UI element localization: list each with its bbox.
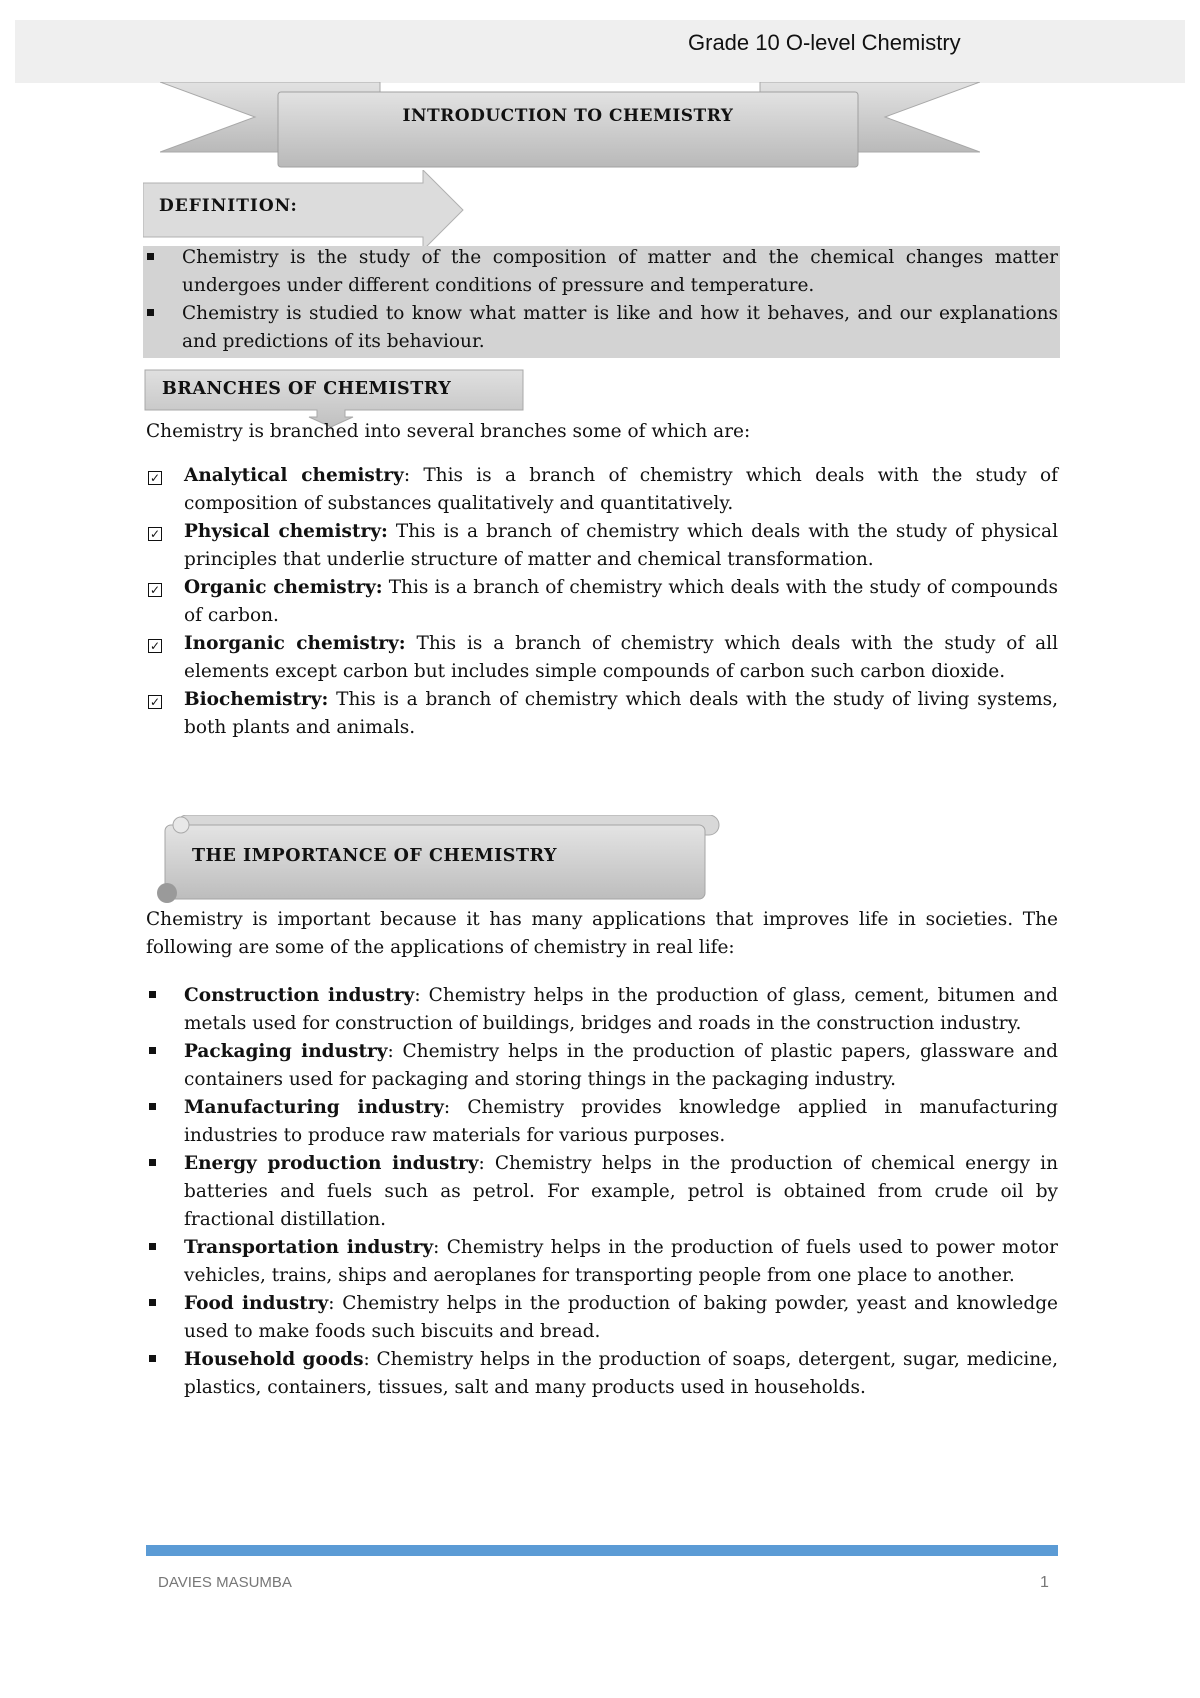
bullet-icon [149,1243,156,1250]
header-title: Grade 10 O-level Chemistry [688,30,961,55]
list-item: Chemistry is studied to know what matter is like and how it behaves, and our explanations and predictions of its behaviour. [144,300,1058,356]
branches-intro: Chemistry is branched into several branches some of which are: [146,421,751,442]
definition-label: DEFINITION: [159,196,298,216]
importance-list [146,982,1058,1402]
branches-list [146,462,1058,742]
list-item: Household goods: Chemistry helps in the production of soaps, detergent, sugar, medicine, plastics, containers, tissues, salt and many products used in households. [146,1346,1058,1402]
checkbox-icon: ✓ [149,695,161,709]
branches-label: BRANCHES OF CHEMISTRY [162,379,452,399]
bullet-icon [149,1103,156,1110]
list-item: Energy production industry: Chemistry helps in the production of chemical energy in batteries and fuels such as petrol. For example, petrol is obtained from crude oil by fractional distillation. [146,1150,1058,1234]
bullet-icon [149,1299,156,1306]
list-item: Packaging industry: Chemistry helps in the production of plastic papers, glassware and containers used for packaging and storing things in the packaging industry. [146,1038,1058,1094]
list-item: ✓ Inorganic chemistry: This is a branch of chemistry which deals with the study of all elements except carbon but includes simple compounds of carbon such carbon dioxide. [149,633,1058,682]
bullet-icon [147,309,154,316]
footer-author: DAVIES MASUMBA [158,1574,292,1591]
bullet-icon [149,1159,156,1166]
list-item: Transportation industry: Chemistry helps in the production of fuels used to power motor vehicles, trains, ships and aeroplanes for transporting people from one place to another. [146,1234,1058,1290]
bullet-icon [149,1047,156,1054]
list-item: ✓ Organic chemistry: This is a branch of chemistry which deals with the study of compounds of carbon. [149,577,1059,626]
list-item: ✓ Analytical chemistry: This is a branch of chemistry which deals with the study of composition of substances qualitatively and quantitatively. [149,465,1058,514]
page-header [15,20,1185,83]
bullet-icon [147,253,154,260]
checkbox-icon: ✓ [149,527,161,541]
checkbox-icon: ✓ [149,471,161,485]
list-item: Manufacturing industry: Chemistry provides knowledge applied in manufacturing industries to produce raw materials for various purposes. [146,1094,1058,1150]
importance-label: THE IMPORTANCE OF CHEMISTRY [192,846,557,866]
checkbox-icon: ✓ [149,639,161,653]
bullet-icon [149,991,156,998]
bullet-icon [149,1355,156,1362]
footer-rule [146,1545,1058,1556]
page-number: 1 [1040,1574,1049,1591]
banner-title: INTRODUCTION TO CHEMISTRY [402,106,734,126]
importance-intro: Chemistry is important because it has many applications that improves life in societies. The following are some of the applications of chemistry in real life: [146,909,1058,958]
definition-list [144,244,1058,356]
list-item: ✓ Biochemistry: This is a branch of chemistry which deals with the study of living systems, both plants and animals. [149,689,1058,738]
list-item: Chemistry is the study of the composition of matter and the chemical changes matter undergoes under different conditions of pressure and temperature. [144,244,1058,300]
list-item: Food industry: Chemistry helps in the production of baking powder, yeast and knowledge used to make foods such biscuits and bread. [146,1290,1058,1346]
checkbox-icon: ✓ [149,583,161,597]
ribbon-banner [160,82,980,172]
list-item: ✓ Physical chemistry: This is a branch of chemistry which deals with the study of physical principles that underlie structure of matter and chemical transformation. [149,521,1058,570]
list-item: Construction industry: Chemistry helps in the production of glass, cement, bitumen and metals used for construction of buildings, bridges and roads in the construction industry. [146,982,1058,1038]
